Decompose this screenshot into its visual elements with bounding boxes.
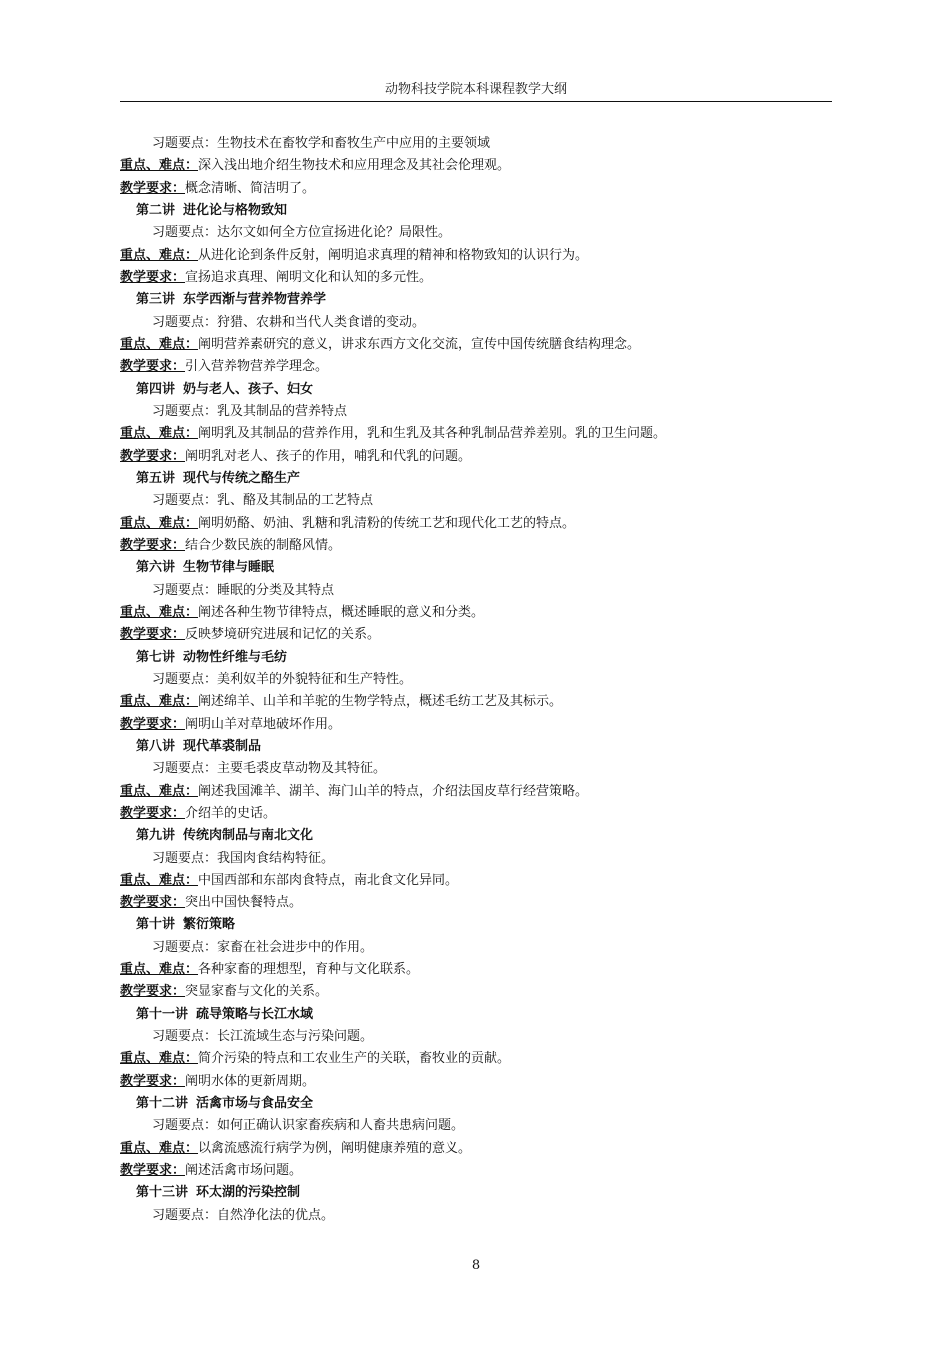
lecture-title: 现代与传统之酪生产: [183, 470, 301, 486]
lecture-heading: [120, 468, 832, 490]
lecture-number: 第十三讲: [136, 1185, 189, 1201]
key-points-line: [120, 959, 832, 981]
lecture-title: 奶与老人、孩子、妇女: [183, 381, 314, 397]
exercise-line: 习题要点：我国肉食结构特征。: [152, 850, 335, 866]
key-points-label: 重点、难点：: [120, 1051, 199, 1067]
lecture-number: 第八讲: [136, 738, 176, 754]
lecture-number: 第十一讲: [136, 1006, 189, 1022]
requirements-line: [120, 535, 832, 557]
exercise-line: 习题要点：自然净化法的优点。: [152, 1207, 335, 1223]
exercise-line: 习题要点：美利奴羊的外貌特征和生产特性。: [152, 671, 413, 687]
key-points-line: [120, 155, 832, 177]
key-points-text: 阐明奶酪、奶油、乳糖和乳清粉的传统工艺和现代化工艺的特点。: [198, 515, 576, 531]
key-points-label: 重点、难点：: [120, 694, 199, 710]
key-points-label: 重点、难点：: [120, 515, 199, 531]
key-points-label: 重点、难点：: [120, 783, 199, 799]
lecture-title: 繁衍策略: [183, 917, 236, 933]
requirements-text: 概念清晰、简洁明了。: [185, 180, 316, 196]
requirements-label: 教学要求：: [120, 1073, 186, 1089]
key-points-text: 深入浅出地介绍生物技术和应用理念及其社会伦理观。: [198, 158, 511, 174]
lecture-number: 第三讲: [136, 292, 176, 308]
page-number: 8: [471, 1258, 481, 1273]
lecture-title: 东学西渐与营养物营养学: [183, 292, 327, 308]
key-points-line: [120, 870, 832, 892]
lecture-title: 生物节律与睡眠: [183, 560, 275, 576]
key-points-text: 从进化论到条件反射，阐明追求真理的精神和格物致知的认识行为。: [198, 247, 589, 263]
requirements-text: 引入营养物营养学理念。: [185, 359, 329, 375]
exercise-line: 习题要点：长江流域生态与污染问题。: [152, 1029, 374, 1045]
key-points-line: [120, 691, 832, 713]
lecture-title: 活禽市场与食品安全: [196, 1096, 314, 1112]
requirements-text: 阐明水体的更新周期。: [185, 1073, 316, 1089]
exercise-line: 习题要点：狩猎、农耕和当代人类食谱的变动。: [152, 314, 426, 330]
exercise-line: 习题要点：睡眠的分类及其特点: [152, 582, 335, 598]
requirements-label: 教学要求：: [120, 269, 186, 285]
lecture-heading: [120, 1182, 832, 1204]
requirements-text: 介绍羊的史话。: [185, 805, 277, 821]
lecture-number: 第五讲: [136, 470, 176, 486]
lecture-title: 进化论与格物致知: [183, 202, 288, 218]
requirements-line: [120, 981, 832, 1003]
key-points-text: 各种家畜的理想型，育种与文化联系。: [198, 962, 420, 978]
lecture-heading: [120, 825, 832, 847]
requirements-text: 突出中国快餐特点。: [185, 895, 303, 911]
key-points-label: 重点、难点：: [120, 426, 199, 442]
lecture-number: 第四讲: [136, 381, 176, 397]
exercise-line: 习题要点：乳及其制品的营养特点: [152, 403, 348, 419]
key-points-text: 阐明营养素研究的意义，讲求东西方文化交流，宣传中国传统膳食结构理念。: [198, 336, 641, 352]
key-points-label: 重点、难点：: [120, 872, 199, 888]
lecture-heading: [120, 1004, 832, 1026]
key-points-line: [120, 423, 832, 445]
key-points-text: 中国西部和东部肉食特点，南北食文化异同。: [198, 872, 459, 888]
requirements-line: [120, 267, 832, 289]
key-points-line: [120, 1138, 832, 1160]
key-points-label: 重点、难点：: [120, 247, 199, 263]
requirements-line: [120, 178, 832, 200]
lecture-heading: [120, 647, 832, 669]
requirements-text: 阐明山羊对草地破坏作用。: [185, 716, 342, 732]
requirements-line: [120, 624, 832, 646]
requirements-text: 阐述活禽市场问题。: [185, 1163, 303, 1179]
requirements-label: 教学要求：: [120, 537, 186, 553]
key-points-line: [120, 513, 832, 535]
requirements-line: [120, 356, 832, 378]
lecture-title: 传统肉制品与南北文化: [183, 828, 314, 844]
requirements-label: 教学要求：: [120, 895, 186, 911]
lecture-heading: [120, 1093, 832, 1115]
lecture-heading: [120, 379, 832, 401]
lecture-title: 疏导策略与长江水域: [196, 1006, 314, 1022]
requirements-line: [120, 446, 832, 468]
key-points-label: 重点、难点：: [120, 1140, 199, 1156]
key-points-label: 重点、难点：: [120, 336, 199, 352]
requirements-text: 结合少数民族的制酪风情。: [185, 537, 342, 553]
document-body: [120, 133, 832, 1227]
lecture-number: 第六讲: [136, 560, 176, 576]
key-points-label: 重点、难点：: [120, 158, 199, 174]
key-points-text: 阐述绵羊、山羊和羊驼的生物学特点，概述毛纺工艺及其标示。: [198, 694, 563, 710]
key-points-label: 重点、难点：: [120, 604, 199, 620]
exercise-line: 习题要点：生物技术在畜牧学和畜牧生产中应用的主要领域: [152, 136, 491, 151]
key-points-text: 阐明乳及其制品的营养作用，乳和生乳及其各种乳制品营养差别。乳的卫生问题。: [198, 426, 667, 442]
exercise-line: 习题要点：如何正确认识家畜疾病和人畜共患病问题。: [152, 1118, 465, 1134]
requirements-label: 教学要求：: [120, 359, 186, 375]
requirements-line: [120, 803, 832, 825]
key-points-text: 简介污染的特点和工农业生产的关联，畜牧业的贡献。: [198, 1051, 511, 1067]
requirements-text: 阐明乳对老人、孩子的作用，哺乳和代乳的问题。: [185, 448, 472, 464]
exercise-line: 习题要点：主要毛裘皮草动物及其特征。: [152, 761, 387, 777]
lecture-title: 环太湖的污染控制: [196, 1185, 301, 1201]
header-rule: [120, 101, 832, 102]
key-points-text: 阐述我国滩羊、湖羊、海门山羊的特点，介绍法国皮草行经营策略。: [198, 783, 589, 799]
requirements-line: [120, 1071, 832, 1093]
key-points-line: [120, 602, 832, 624]
key-points-text: 阐述各种生物节律特点，概述睡眠的意义和分类。: [198, 604, 485, 620]
lecture-heading: [120, 557, 832, 579]
lecture-heading: [120, 736, 832, 758]
lecture-number: 第七讲: [136, 649, 176, 665]
requirements-label: 教学要求：: [120, 448, 186, 464]
key-points-line: [120, 781, 832, 803]
requirements-label: 教学要求：: [120, 984, 186, 1000]
exercise-line: 习题要点：乳、酪及其制品的工艺特点: [152, 493, 374, 509]
requirements-text: 反映梦境研究进展和记忆的关系。: [185, 627, 381, 643]
key-points-text: 以禽流感流行病学为例，阐明健康养殖的意义。: [198, 1140, 472, 1156]
requirements-label: 教学要求：: [120, 716, 186, 732]
key-points-label: 重点、难点：: [120, 962, 199, 978]
lecture-number: 第二讲: [136, 202, 176, 218]
requirements-label: 教学要求：: [120, 1163, 186, 1179]
exercise-line: 习题要点：家畜在社会进步中的作用。: [152, 939, 374, 955]
requirements-line: [120, 714, 832, 736]
requirements-label: 教学要求：: [120, 180, 186, 196]
lecture-list: [120, 200, 832, 1227]
lecture-number: 第十二讲: [136, 1096, 189, 1112]
lecture-title: 现代革裘制品: [183, 738, 262, 754]
key-points-line: [120, 334, 832, 356]
requirements-line: [120, 1160, 832, 1182]
key-points-line: [120, 245, 832, 267]
exercise-line: 习题要点：达尔文如何全方位宣扬进化论？局限性。: [152, 225, 452, 241]
lecture-number: 第十讲: [136, 917, 176, 933]
page-header: 动物科技学院本科课程教学大纲: [384, 82, 567, 97]
key-points-line: [120, 1048, 832, 1070]
lecture-title: 动物性纤维与毛纺: [183, 649, 288, 665]
lecture-heading: [120, 914, 832, 936]
requirements-line: [120, 892, 832, 914]
requirements-text: 突显家畜与文化的关系。: [185, 984, 329, 1000]
lecture-heading: [120, 200, 832, 222]
lecture-heading: [120, 289, 832, 311]
lecture-number: 第九讲: [136, 828, 176, 844]
requirements-label: 教学要求：: [120, 805, 186, 821]
requirements-text: 宣扬追求真理、阐明文化和认知的多元性。: [185, 269, 433, 285]
requirements-label: 教学要求：: [120, 627, 186, 643]
